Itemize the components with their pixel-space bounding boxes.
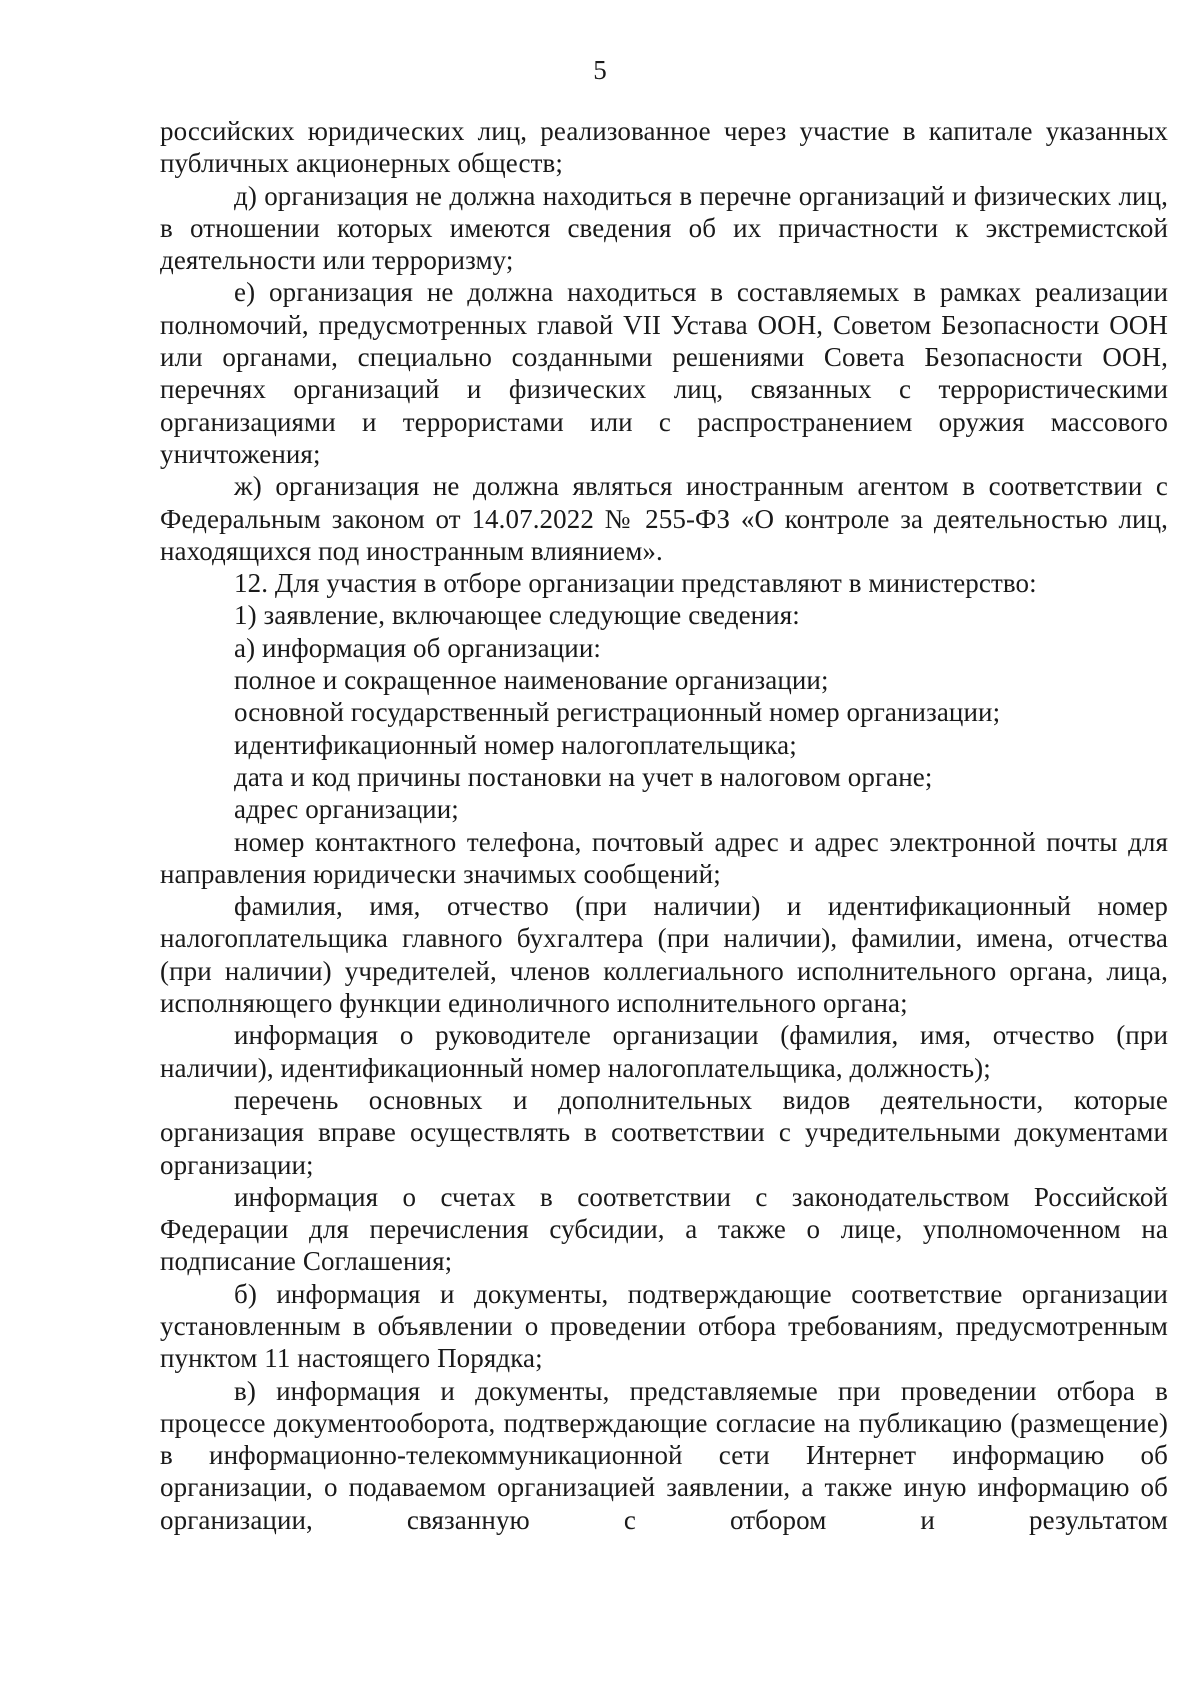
paragraph: ж) организация не должна являться иностранным агентом в соответствии с Федеральным законом от 14.07.2022 № 255-ФЗ «О контроле за деятельностью лиц, находящихся под иностранным влиянием». bbox=[160, 471, 1168, 566]
paragraph: номер контактного телефона, почтовый адрес и адрес электронной почты для направления юридически значимых сообщений; bbox=[160, 826, 1168, 889]
paragraph: полное и сокращенное наименование организации; bbox=[234, 665, 829, 696]
paragraph: дата и код причины постановки на учет в налоговом органе; bbox=[234, 761, 933, 792]
paragraph: российских юридических лиц, реализованное через участие в капитале указанных публичных акционерных обществ; bbox=[160, 116, 1168, 179]
document-body bbox=[160, 115, 1168, 1536]
paragraph: адрес организации; bbox=[234, 794, 459, 825]
paragraph: идентификационный номер налогоплательщика; bbox=[234, 729, 797, 760]
paragraph: д) организация не должна находиться в перечне организаций и физических лиц, в отношении которых имеются сведения об их причастности к экстремистской деятельности или терроризму; bbox=[160, 180, 1168, 276]
paragraph: е) организация не должна находиться в составляемых в рамках реализации полномочий, предусмотренных главой VII Устава ООН, Советом Безопасности ООН или органами, специально созданными решениями Совета Безопасности ООН, перечнях организаций и физических лиц, связанных с террористическими организациями и террористами или с распространением оружия массового уничтожения; bbox=[160, 277, 1168, 469]
paragraph: в) информация и документы, представляемые при проведении отбора в процессе документооборота, подтверждающие согласие на публикацию (размещение) в информационно-телекоммуникационной сети Интернет информацию об организации, о подаваемом организацией заявлении, а также иную информацию об организации, связанную с отбором и результатом bbox=[160, 1375, 1168, 1535]
paragraph: фамилия, имя, отчество (при наличии) и идентификационный номер налогоплательщика главного бухгалтера (при наличии), фамилии, имена, отчества (при наличии) учредителей, членов коллегиального исполнительного органа, лица, исполняющего функции единоличного исполнительного органа; bbox=[160, 891, 1168, 1019]
paragraph: информация о счетах в соответствии с законодательством Российской Федерации для перечисления субсидии, а также о лице, уполномоченном на подписание Соглашения; bbox=[160, 1181, 1168, 1277]
paragraph: перечень основных и дополнительных видов деятельности, которые организация вправе осуществлять в соответствии с учредительными документами организации; bbox=[160, 1084, 1168, 1180]
paragraph: информация о руководителе организации (фамилия, имя, отчество (при наличии), идентификационный номер налогоплательщика, должность); bbox=[160, 1020, 1168, 1083]
page-number: 5 bbox=[593, 55, 607, 85]
paragraph: 1) заявление, включающее следующие сведения: bbox=[234, 600, 800, 631]
paragraph: основной государственный регистрационный номер организации; bbox=[234, 697, 1001, 728]
paragraph: а) информация об организации: bbox=[234, 632, 602, 663]
paragraph: 12. Для участия в отборе организации представляют в министерство: bbox=[234, 568, 1037, 599]
paragraph: б) информация и документы, подтверждающие соответствие организации установленным в объявлении о проведении отбора требованиям, предусмотренным пунктом 11 настоящего Порядка; bbox=[160, 1278, 1168, 1374]
